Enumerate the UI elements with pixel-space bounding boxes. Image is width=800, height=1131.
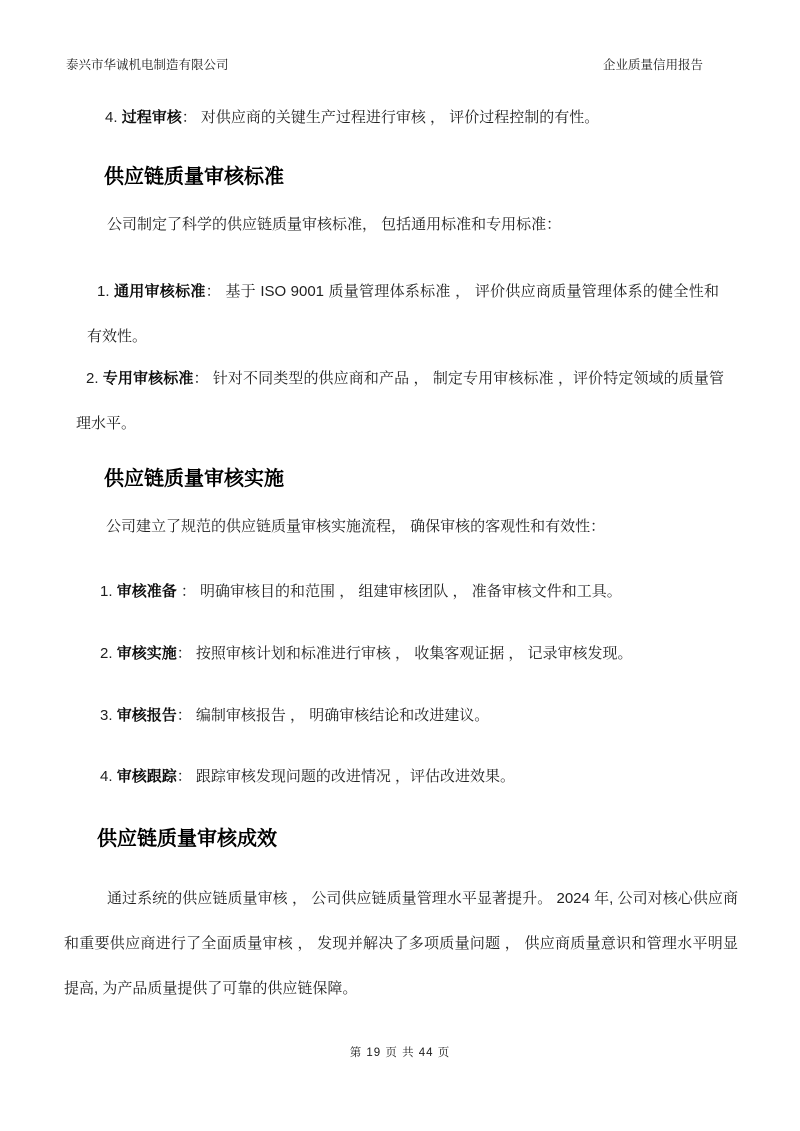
- item-label: 专用审核标准: [102, 370, 194, 387]
- section-intro-audit-implementation: 公司建立了规范的供应链质量审核实施流程， 确保审核的客观性和有效性：: [106, 518, 606, 535]
- section-intro-audit-standards: 公司制定了科学的供应链质量审核标准， 包括通用标准和专用标准：: [107, 216, 562, 233]
- item-text: ： 基于 ISO 9001 质量管理体系标准 ， 评价供应商质量管理体系的健全性和有效性。: [87, 283, 719, 345]
- item-label: 过程审核: [121, 109, 182, 126]
- footer-page-number: 第 19 页 共 44 页: [349, 1047, 451, 1059]
- header-doc-title: 企业质量信用报告: [602, 58, 703, 72]
- item-number: 1.: [97, 283, 110, 300]
- list-item-special-standard: [76, 356, 724, 446]
- item-label: 审核准备: [116, 583, 177, 600]
- item-text: ： 对供应商的关键生产过程进行审核 ， 评价过程控制的有性。: [181, 109, 600, 126]
- list-item-audit-followup: [100, 754, 515, 799]
- item-text: ： 明确审核目的和范围 ， 组建审核团队 ， 准备审核文件和工具。: [176, 583, 622, 600]
- item-text: ： 跟踪审核发现问题的改进情况 ，评估改进效果。: [176, 768, 516, 785]
- section-heading-audit-results: 供应链质量审核成效: [97, 828, 277, 850]
- list-item-process-audit: [105, 95, 599, 140]
- list-item-audit-execution: [100, 631, 633, 676]
- item-label: 审核实施: [116, 645, 177, 662]
- item-text: ： 针对不同类型的供应商和产品 ， 制定专用审核标准 ，评价特定领域的质量管理水平。: [76, 370, 724, 432]
- item-number: 4.: [105, 109, 118, 126]
- item-number: 3.: [100, 707, 113, 724]
- list-item-general-standard: [87, 269, 719, 359]
- item-number: 2.: [86, 370, 99, 387]
- item-label: 通用审核标准: [113, 283, 206, 300]
- item-label: 审核跟踪: [116, 768, 177, 785]
- item-number: 1.: [100, 583, 113, 600]
- item-text: ： 按照审核计划和标准进行审核 ， 收集客观证据 ， 记录审核发现。: [176, 645, 633, 662]
- section-heading-audit-implementation: 供应链质量审核实施: [104, 468, 284, 490]
- list-item-audit-report: [100, 693, 489, 738]
- header-company-name: 泰兴市华诚机电制造有限公司: [66, 58, 229, 72]
- item-label: 审核报告: [116, 707, 177, 724]
- list-item-audit-preparation: [100, 569, 622, 614]
- section-heading-audit-standards: 供应链质量审核标准: [104, 166, 284, 188]
- item-text: ： 编制审核报告 ， 明确审核结论和改进建议。: [176, 707, 490, 724]
- section-paragraph-audit-results: 通过系统的供应链质量审核 ， 公司供应链质量管理水平显著提升。 2024 年, 公司对核心供应商和重要供应商进行了全面质量审核 ， 发现并解决了多项质量问题 ， 供应商质量意识和管理水平明显提高, 为产品质量提供了可靠的供应链保障。: [64, 890, 738, 997]
- item-number: 4.: [100, 768, 113, 785]
- item-number: 2.: [100, 645, 113, 662]
